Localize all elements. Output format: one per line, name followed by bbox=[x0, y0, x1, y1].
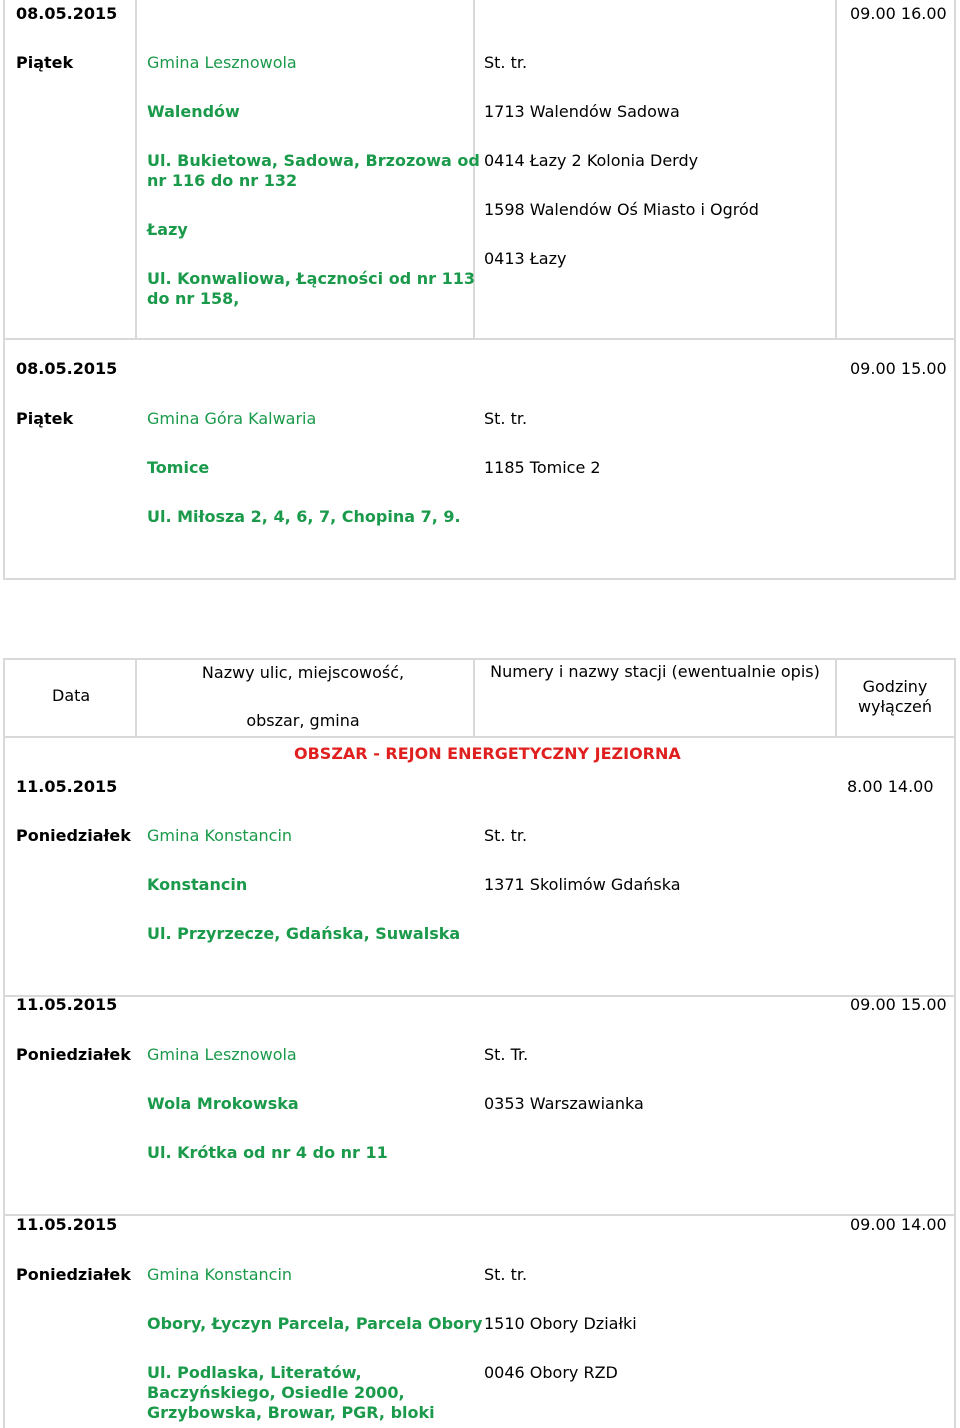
date-cell: 08.05.2015 bbox=[16, 359, 118, 378]
hours-cell: 09.00 14.00 bbox=[850, 1215, 947, 1234]
day-cell: Piątek bbox=[16, 409, 74, 428]
street-list: Ul. Bukietowa, Sadowa, Brzozowa od bbox=[147, 151, 480, 170]
day-cell: Piątek bbox=[16, 53, 74, 72]
header-hours: Godziny bbox=[862, 677, 928, 696]
place-name: Wola Mrokowska bbox=[147, 1094, 299, 1113]
place-name: Walendów bbox=[147, 102, 240, 121]
schedule-table-bottom bbox=[3, 658, 956, 1428]
day-cell: Poniedziałek bbox=[16, 826, 131, 845]
street-list: nr 116 do nr 132 bbox=[147, 171, 298, 190]
row-separator bbox=[5, 995, 954, 997]
street-list: Ul. Konwaliowa, Łączności od nr 113 bbox=[147, 269, 475, 288]
place-name: Obory, Łyczyn Parcela, Parcela Obory bbox=[147, 1314, 483, 1333]
gmina-name: Gmina Góra Kalwaria bbox=[147, 409, 317, 428]
day-cell: Poniedziałek bbox=[16, 1265, 131, 1284]
gmina-name: Gmina Konstancin bbox=[147, 826, 293, 845]
station-entry: 1510 Obory Działki bbox=[484, 1314, 637, 1333]
divider bbox=[835, 0, 837, 340]
street-list: Ul. Krótka od nr 4 do nr 11 bbox=[147, 1143, 388, 1162]
header-streets: obszar, gmina bbox=[246, 711, 360, 730]
date-cell: 11.05.2015 bbox=[16, 995, 118, 1014]
row-separator bbox=[5, 1214, 954, 1216]
station-entry: 0413 Łazy bbox=[484, 249, 567, 268]
station-entry: 1598 Walendów Oś Miasto i Ogród bbox=[484, 200, 759, 219]
street-list: do nr 158, bbox=[147, 289, 240, 308]
schedule-table-top bbox=[3, 0, 956, 580]
day-cell: Poniedziałek bbox=[16, 1045, 131, 1064]
station-type: St. tr. bbox=[484, 826, 528, 845]
station-type: St. tr. bbox=[484, 53, 528, 72]
street-list: Baczyńskiego, Osiedle 2000, bbox=[147, 1383, 405, 1402]
station-entry: 0046 Obory RZD bbox=[484, 1363, 618, 1382]
station-type: St. tr. bbox=[484, 409, 528, 428]
gmina-name: Gmina Lesznowola bbox=[147, 1045, 297, 1064]
header-data: Data bbox=[52, 686, 91, 705]
station-entry: 0353 Warszawianka bbox=[484, 1094, 644, 1113]
street-list: Grzybowska, Browar, PGR, bloki bbox=[147, 1403, 435, 1422]
date-cell: 11.05.2015 bbox=[16, 777, 118, 796]
station-entry: 1371 Skolimów Gdańska bbox=[484, 875, 681, 894]
row-separator bbox=[5, 338, 954, 340]
row-separator bbox=[5, 736, 954, 738]
date-cell: 11.05.2015 bbox=[16, 1215, 118, 1234]
place-name: Łazy bbox=[147, 220, 188, 239]
station-entry: 1713 Walendów Sadowa bbox=[484, 102, 680, 121]
station-type: St. Tr. bbox=[484, 1045, 529, 1064]
hours-cell: 8.00 14.00 bbox=[847, 777, 934, 796]
header-streets: Nazwy ulic, miejscowość, bbox=[201, 663, 405, 682]
gmina-name: Gmina Konstancin bbox=[147, 1265, 293, 1284]
gmina-name: Gmina Lesznowola bbox=[147, 53, 297, 72]
place-name: Konstancin bbox=[147, 875, 248, 894]
divider bbox=[135, 0, 137, 340]
station-entry: 1185 Tomice 2 bbox=[484, 458, 601, 477]
hours-cell: 09.00 15.00 bbox=[850, 995, 947, 1014]
place-name: Tomice bbox=[147, 458, 210, 477]
street-list: Ul. Miłosza 2, 4, 6, 7, Chopina 7, 9. bbox=[147, 507, 461, 526]
hours-cell: 09.00 16.00 bbox=[850, 4, 947, 23]
header-stations: Numery i nazwy stacji (ewentualnie opis) bbox=[490, 662, 820, 681]
street-list: Ul. Przyrzecze, Gdańska, Suwalska bbox=[147, 924, 461, 943]
station-type: St. tr. bbox=[484, 1265, 528, 1284]
street-list: Ul. Podlaska, Literatów, bbox=[147, 1363, 362, 1382]
date-cell: 08.05.2015 bbox=[16, 4, 118, 23]
station-entry: 0414 Łazy 2 Kolonia Derdy bbox=[484, 151, 699, 170]
hours-cell: 09.00 15.00 bbox=[850, 359, 947, 378]
region-title: OBSZAR - REJON ENERGETYCZNY JEZIORNA bbox=[294, 744, 681, 763]
header-hours: wyłączeń bbox=[857, 697, 933, 716]
